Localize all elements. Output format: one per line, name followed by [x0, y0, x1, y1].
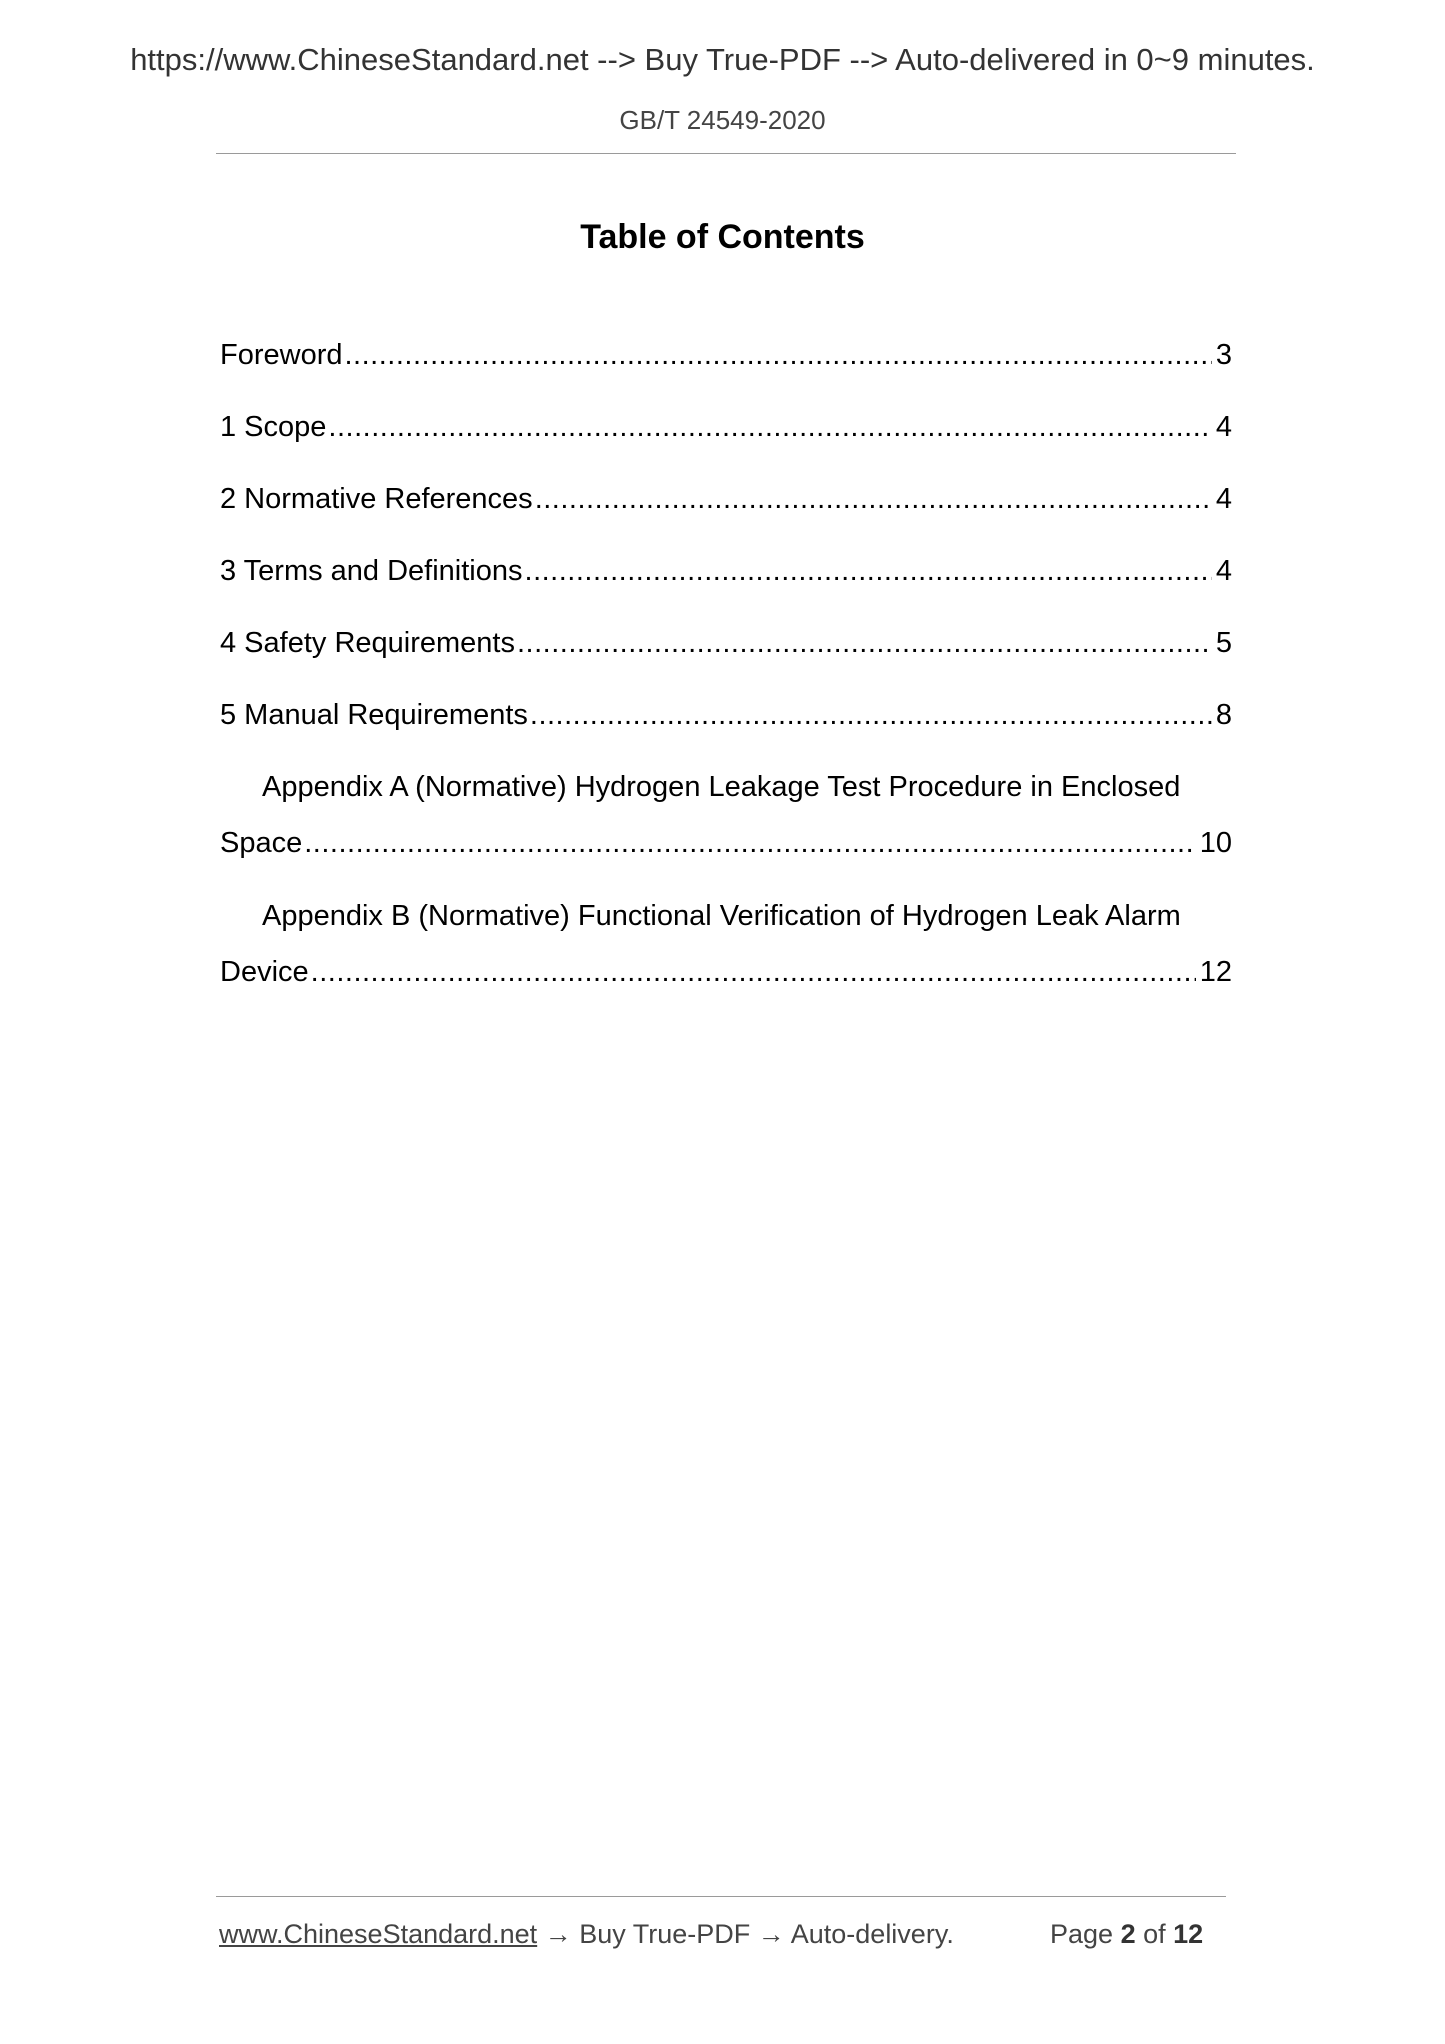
footer-divider	[216, 1896, 1226, 1897]
footer-page-number	[1050, 1917, 1203, 1951]
toc-entry-label: 2 Normative References	[220, 483, 533, 515]
top-banner: https://www.ChineseStandard.net --> Buy True-PDF --> Auto-delivered in 0~9 minutes.	[130, 42, 1315, 77]
toc-entry-page: 3	[1215, 339, 1232, 371]
toc-entry-safety-requirements[interactable]	[220, 625, 1232, 661]
toc-entry-label: Device	[220, 956, 309, 988]
toc-leader-dots	[525, 553, 1212, 589]
header-divider	[216, 153, 1236, 154]
footer-site-link[interactable]: www.ChineseStandard.net	[219, 1919, 538, 1949]
toc-leader-dots	[304, 825, 1196, 861]
toc-entry-label: Foreword	[220, 339, 343, 371]
toc-entry-label: Space	[220, 827, 303, 859]
toc-leader-dots	[345, 337, 1212, 373]
toc-entry-page: 4	[1215, 483, 1232, 515]
toc-entry-scope[interactable]	[220, 409, 1232, 445]
toc-entry-page: 4	[1215, 555, 1232, 587]
toc-entry-page: 8	[1215, 699, 1232, 731]
toc-entry-label: 4 Safety Requirements	[220, 627, 515, 659]
toc-leader-dots	[535, 481, 1212, 517]
document-code: GB/T 24549-2020	[619, 105, 826, 135]
toc-entry-page: 5	[1215, 627, 1232, 659]
total-pages: 12	[1173, 1919, 1204, 1949]
toc-leader-dots	[517, 625, 1212, 661]
footer-promo-text: → Buy True-PDF → Auto-delivery.	[537, 1919, 954, 1949]
toc-entry-manual-requirements[interactable]	[220, 697, 1232, 733]
current-page: 2	[1120, 1919, 1136, 1949]
footer-promo	[219, 1917, 954, 1951]
toc-leader-dots	[328, 409, 1211, 445]
page-word: Page	[1050, 1919, 1121, 1949]
toc-entry-appendix-a-title[interactable]: Appendix A (Normative) Hydrogen Leakage Test Procedure in Enclosed	[262, 771, 1181, 803]
toc-entry-normative-references[interactable]	[220, 481, 1232, 517]
toc-leader-dots	[311, 954, 1196, 990]
toc-entry-appendix-b-title[interactable]: Appendix B (Normative) Functional Verification of Hydrogen Leak Alarm	[262, 900, 1181, 932]
toc-entry-label: 3 Terms and Definitions	[220, 555, 523, 587]
toc-entry-appendix-b[interactable]	[220, 954, 1232, 990]
page-of: of	[1135, 1919, 1174, 1949]
toc-entry-page: 10	[1199, 827, 1232, 859]
toc-leader-dots	[530, 697, 1212, 733]
toc-entry-label: 1 Scope	[220, 411, 327, 443]
toc-entry-page: 12	[1199, 956, 1232, 988]
toc-entry-page: 4	[1215, 411, 1232, 443]
toc-entry-terms-definitions[interactable]	[220, 553, 1232, 589]
toc-entry-label: 5 Manual Requirements	[220, 699, 528, 731]
page-title: Table of Contents	[580, 218, 865, 256]
toc-entry-appendix-a[interactable]	[220, 825, 1232, 861]
toc-entry-foreword[interactable]	[220, 337, 1232, 373]
